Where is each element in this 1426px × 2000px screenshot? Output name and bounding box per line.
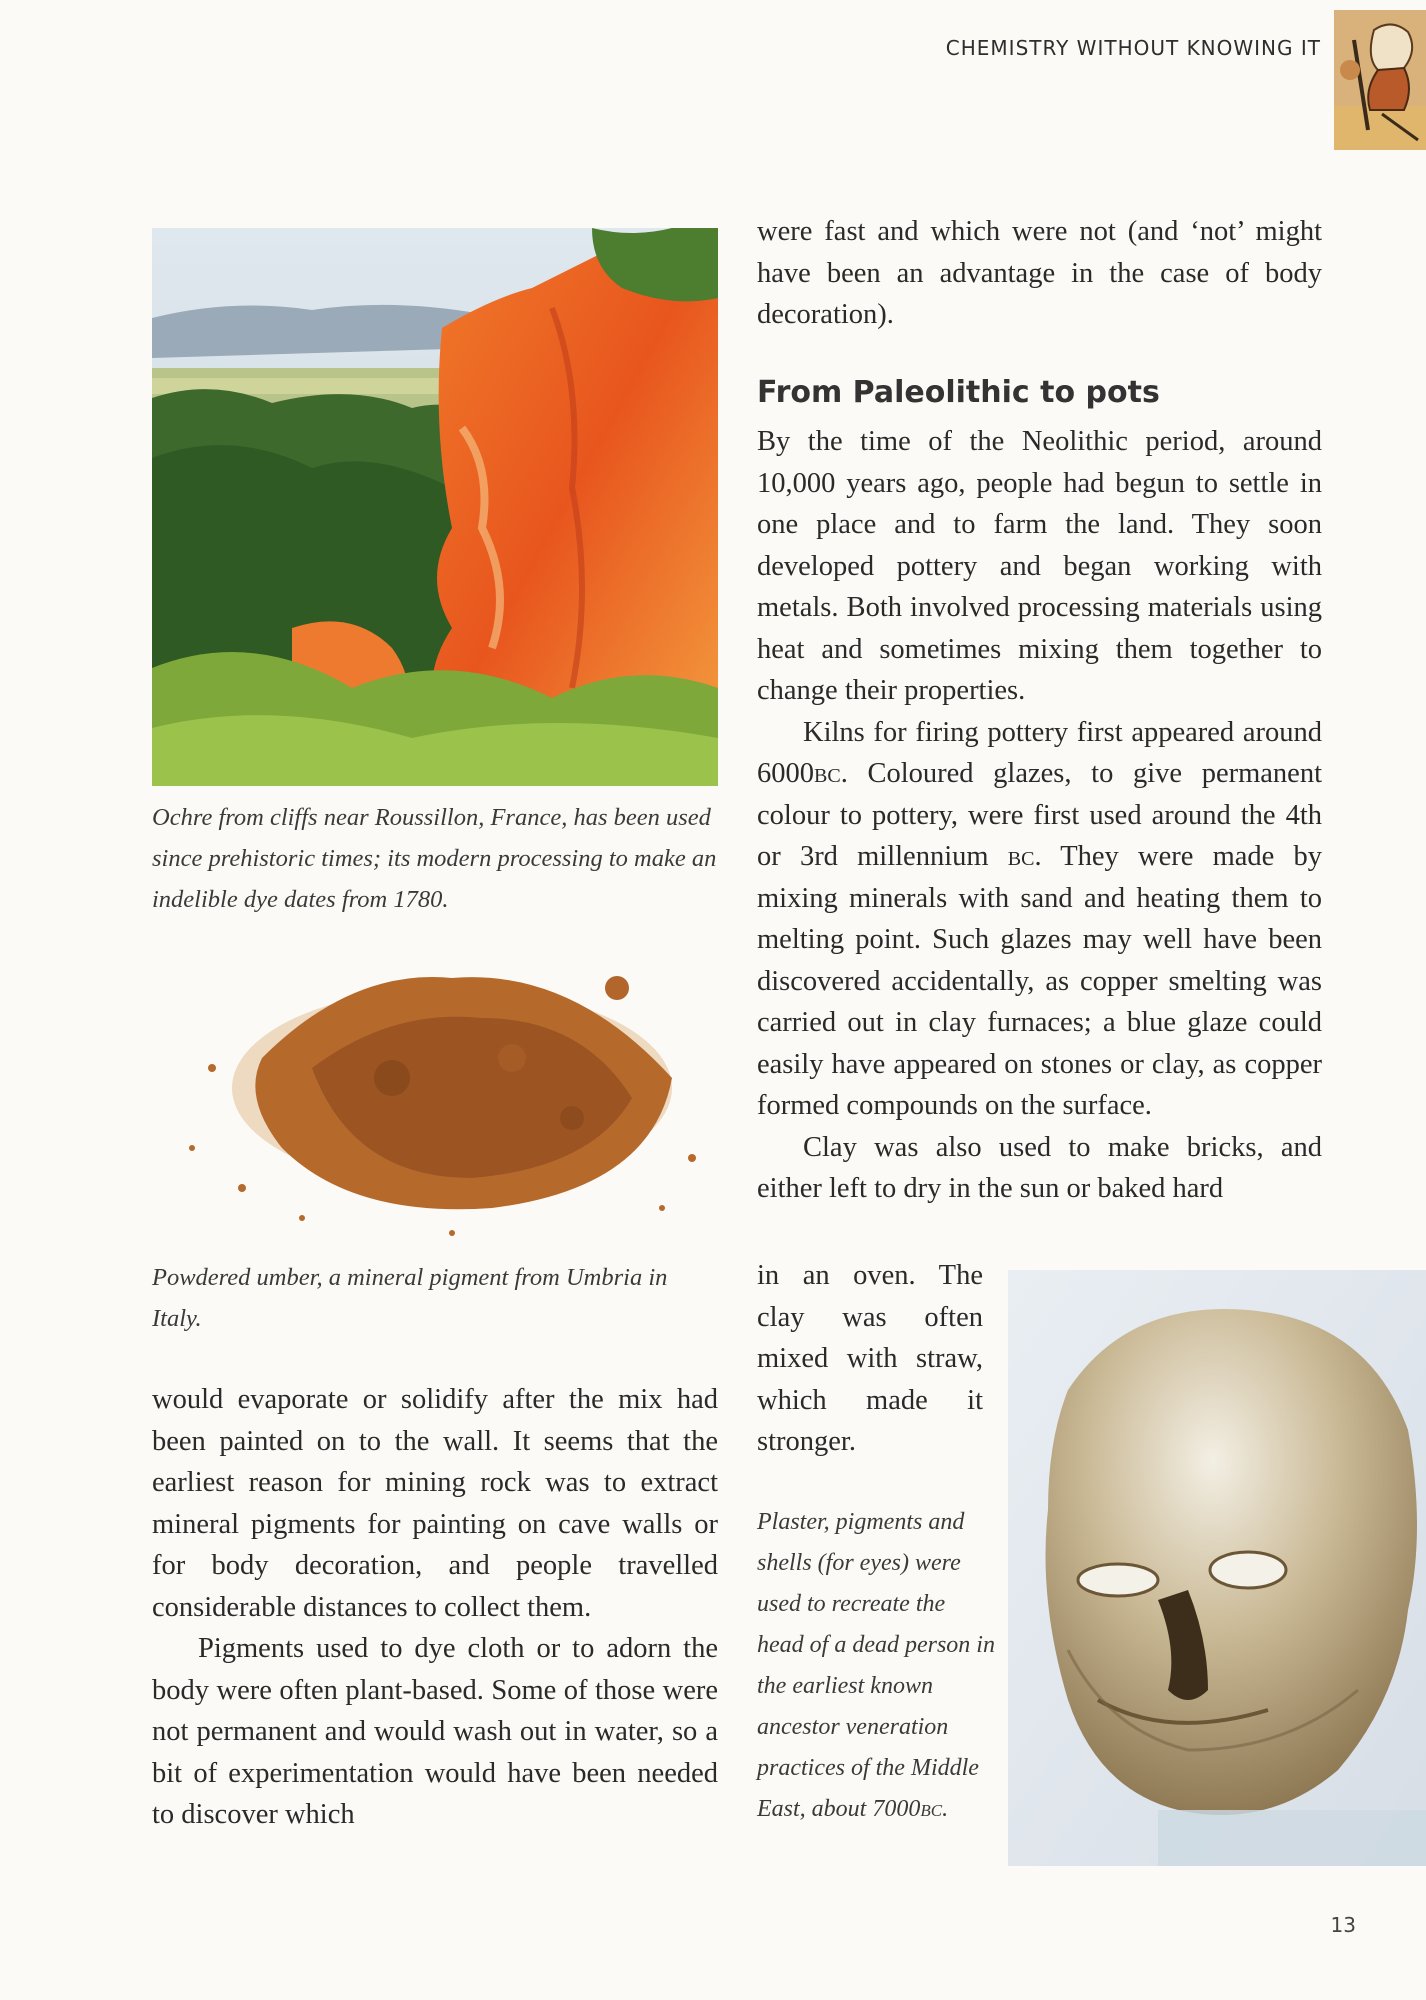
corner-illustration <box>1334 10 1426 150</box>
caption-umber: Powdered umber, a mineral pigment from Umbria in Italy. <box>152 1264 668 1332</box>
left-paragraph-1: would evaporate or solidify after the mix had been painted on to the wall. It seems that the earliest reason for mining rock was to extract mineral pigments for painting on cave walls or for body decoration, and people travelled considerable distances to collect them. <box>152 1384 718 1623</box>
left-paragraph-2: Pigments used to dye cloth or to adorn the body were often plant-based. Some of those were not permanent and would wash out in water, so a bit of experimentation would have been needed to discover which <box>152 1633 718 1830</box>
bc-label-2: bc <box>1007 841 1035 872</box>
page-number: 13 <box>1330 1913 1356 1937</box>
right-paragraph-3-cont: in an oven. The clay was often mixed with straw, which made it stronger. <box>757 1260 983 1457</box>
right-paragraph-3: Clay was also used to make bricks, and either left to dry in the sun or baked hard <box>757 1131 1322 1204</box>
right-paragraph-1: By the time of the Neolithic period, around 10,000 years ago, people had begun to settle in one place and to farm the land. They soon developed pottery and began working with metals. Both involved processing materials using heat and sometimes mixing them together to change their properties. <box>757 426 1322 706</box>
photo-ochre-cliffs <box>152 228 718 786</box>
right-paragraph-0: were fast and which were not (and ‘not’ might have been an advantage in the case of body decoration). <box>757 216 1322 330</box>
p2-text-a: Kilns for firing pottery first appeared around 6000 <box>757 716 1322 789</box>
section-heading: From Paleolithic to pots <box>757 375 1160 410</box>
photo-umber-powder <box>152 948 718 1248</box>
caption-ochre: Ochre from cliffs near Roussillon, France, has been used since prehistoric times; its modern processing to make an indelible dye dates from 1780. <box>152 804 717 913</box>
running-header: CHEMISTRY WITHOUT KNOWING IT <box>945 36 1321 60</box>
skull-caption-text: Plaster, pigments and shells (for eyes) were used to recreate the head of a dead person in the earliest known ancestor veneration practices of the Middle East, about 7000 <box>757 1509 995 1822</box>
left-column-text <box>152 1379 718 1836</box>
p2-text-b: . Coloured glazes, to give permanent colour to pottery, were first used around the 4th or 3rd millennium <box>757 758 1322 872</box>
bc-label-1: bc <box>814 758 841 789</box>
skull-caption-end: . <box>942 1796 949 1822</box>
caption-skull <box>757 1502 997 1830</box>
right-column-text <box>757 421 1322 1210</box>
photo-plastered-skull <box>1008 1270 1426 1866</box>
right-paragraph-2 <box>757 712 1322 1127</box>
right-column-continuation <box>757 211 1322 336</box>
bc-label-3: bc <box>920 1796 943 1822</box>
right-narrow-text <box>757 1255 983 1463</box>
p2-text-c: . They were made by mixing minerals with sand and heating them to melting point. Such glazes may well have been discovered accidentally, as copper smelting was carried out in clay furnaces; a blue glaze could easily have appeared on stones or clay, as copper formed compounds on the surface. <box>757 841 1322 1121</box>
